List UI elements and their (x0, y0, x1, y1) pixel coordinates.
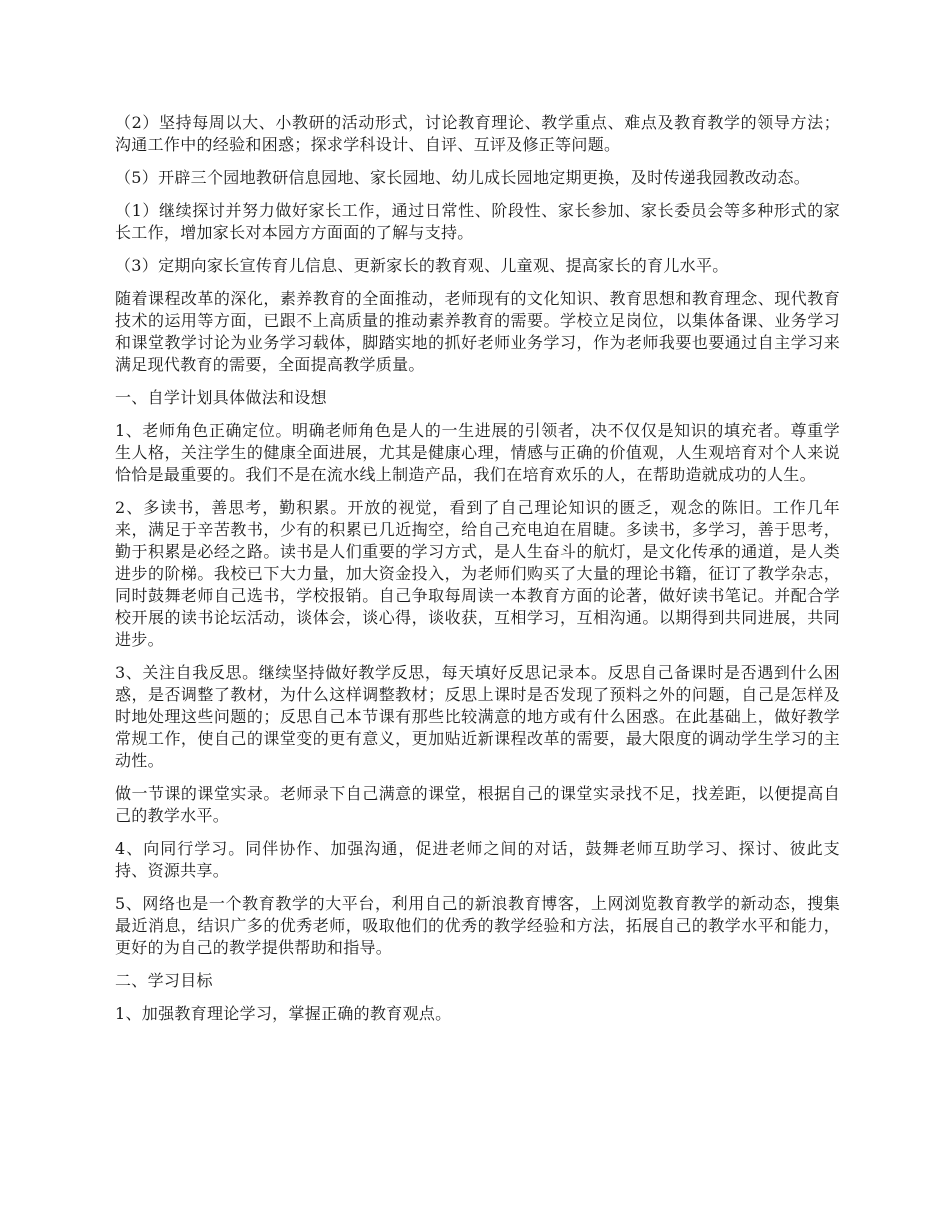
paragraph-self-reflection: 3、关注自我反思。继续坚持做好教学反思，每天填好反思记录本。反思自己备课时是否遇到什么困惑，是否调整了教材，为什么这样调整教材；反思上课时是否发现了预料之外的问题，自己是怎样及时地处理这些问题的；反思自己本节课有那些比较满意的地方或有什么困惑。在此基础上，做好教学常规工作，使自己的课堂变的更有意义，更加贴近新课程改革的需要，最大限度的调动学生学习的主动性。 (115, 663, 840, 770)
paragraph-curriculum-reform: 随着课程改革的深化，素养教育的全面推动，老师现有的文化知识、教育思想和教育理念、现代教育技术的运用等方面，已跟不上高质量的推动素养教育的需要。学校立足岗位，以集体备课、业务学习和课堂教学讨论为业务学习载体，脚踏实地的抓好老师业务学习，作为老师我要也要通过自主学习来满足现代教育的需要，全面提高教学质量。 (115, 289, 840, 374)
paragraph-three-boards: （5）开辟三个园地教研信息园地、家长园地、幼儿成长园地定期更换，及时传递我园教改动态。 (115, 168, 811, 187)
paragraph-goal-theory: 1、加强教育理论学习，掌握正确的教育观点。 (115, 1004, 452, 1023)
paragraph-online-platform: 5、网络也是一个教育教学的大平台，利用自己的新浪教育博客，上网浏览教育教学的新动态，搜集最近消息，结识广多的优秀老师，吸取他们的优秀的教学经验和方法，拓展自己的教学水平和能力，更好的为自己的教学提供帮助和指导。 (115, 894, 840, 957)
paragraph-weekly-research: （2）坚持每周以大、小教研的活动形式，讨论教育理论、教学重点、难点及教育教学的领导方法；沟通工作中的经验和困惑；探求学科设计、自评、互评及修正等问题。 (115, 113, 840, 154)
paragraph-reading: 2、多读书，善思考，勤积累。开放的视觉，看到了自己理论知识的匮乏，观念的陈旧。工作几年来，满足于辛苦教书，少有的积累已几近掏空，给自己充电迫在眉睫。多读书，多学习，善于思考，勤于积累是必经之路。读书是人们重要的学习方式，是人生奋斗的航灯，是文化传承的通道，是人类进步的阶梯。我校已下大力量，加大资金投入，为老师们购买了大量的理论书籍，征订了教学杂志，同时鼓舞老师自己选书，学校报销。自己争取每周读一本教育方面的论著，做好读书笔记。并配合学校开展的读书论坛活动，谈体会，谈心得，谈收获，互相学习，互相沟通。以期得到共同进展，共同进步。 (115, 498, 840, 649)
document-page (115, 112, 840, 1036)
paragraph-class-recording: 做一节课的课堂实录。老师录下自己满意的课堂，根据自己的课堂实录找不足，找差距，以便提高自己的教学水平。 (115, 784, 840, 825)
paragraph-peer-learning: 4、向同行学习。同伴协作、加强沟通，促进老师之间的对话，鼓舞老师互助学习、探讨、彼此支持、资源共享。 (115, 839, 840, 880)
section-heading-learning-goals: 二、学习目标 (115, 971, 213, 990)
paragraph-teacher-role: 1、老师角色正确定位。明确老师角色是人的一生进展的引领者，决不仅仅是知识的填充者。尊重学生人格，关注学生的健康全面进展，尤其是健康心理，情感与正确的价值观，人生观培育对个人来说恰恰是最重要的。我们不是在流水线上制造产品，我们在培育欢乐的人，在帮助造就成功的人生。 (115, 421, 840, 484)
paragraph-parent-promotion: （3）定期向家长宣传育儿信息、更新家长的教育观、儿童观、提高家长的育儿水平。 (115, 256, 729, 275)
section-heading-self-study-plan: 一、自学计划具体做法和设想 (115, 388, 327, 407)
paragraph-parent-work: （1）继续探讨并努力做好家长工作，通过日常性、阶段性、家长参加、家长委员会等多种形式的家长工作，增加家长对本园方方面面的了解与支持。 (115, 201, 840, 242)
